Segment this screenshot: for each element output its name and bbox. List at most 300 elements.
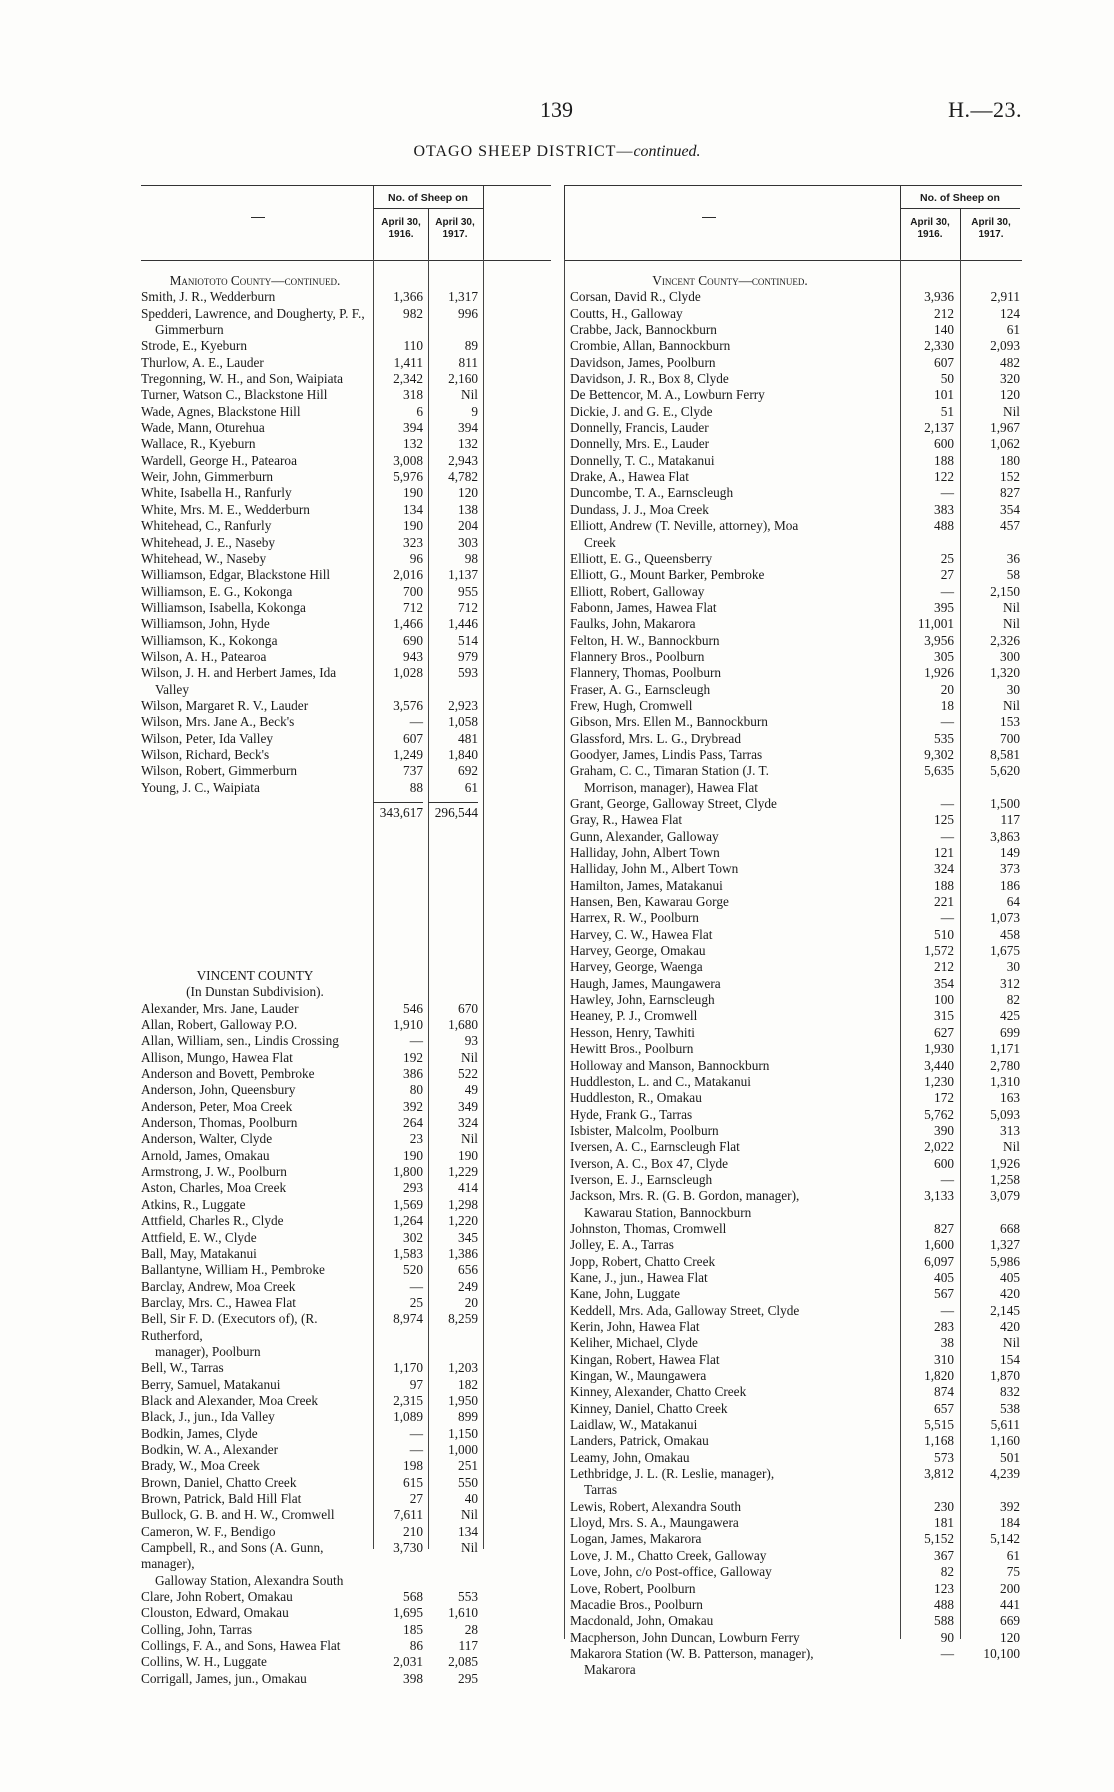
owner-name: [141, 1654, 369, 1670]
sheep-1917: 441: [1000, 1596, 1020, 1612]
table-row: [141, 1458, 551, 1474]
sheep-1917: 553: [458, 1589, 478, 1605]
owner-name-text: Attfield, E. W., Clyde: [141, 1229, 257, 1245]
table-row: [570, 861, 1022, 877]
owner-name-text: Gibson, Mrs. Ellen M., Bannockburn: [570, 714, 768, 730]
owner-name: [141, 1131, 369, 1147]
owner-name-text: Logan, James, Makarora: [570, 1531, 702, 1547]
sheep-1917: 1,058: [448, 714, 478, 730]
sheep-1917: 1,317: [448, 289, 478, 305]
sheep-1917: 132: [458, 436, 478, 452]
sheep-1916: 1,583: [393, 1245, 423, 1261]
owner-name: [141, 1671, 369, 1687]
owner-name-text: Ballantyne, William H., Pembroke: [141, 1262, 325, 1278]
sheep-1916: 185: [403, 1621, 423, 1637]
sheep-1916: 18: [940, 697, 954, 713]
sheep-1916: 3,936: [924, 289, 954, 305]
owner-name: [141, 731, 369, 747]
owner-name-text: Lethbridge, J. L. (R. Leslie, manager),: [570, 1466, 775, 1482]
table-row: [141, 1622, 551, 1638]
owner-name-text: Williamson, Edgar, Blackstone Hill: [141, 567, 331, 583]
table-row: [141, 1180, 551, 1196]
owner-name: [141, 1164, 369, 1180]
owner-name: [570, 1090, 890, 1106]
sheep-1917: 149: [1000, 845, 1020, 861]
owner-name: [570, 633, 890, 649]
owner-name-text: Donnelly, Mrs. E., Lauder: [570, 436, 710, 452]
sheep-1917: 514: [458, 632, 478, 648]
sheep-1916: 712: [403, 599, 423, 615]
sheep-1917: 9: [471, 403, 478, 419]
sheep-1917: 120: [458, 485, 478, 501]
table-row: [570, 1123, 1022, 1139]
table-row: [141, 1017, 551, 1033]
table-row: [141, 1671, 551, 1687]
sheep-1916: 1,411: [393, 354, 423, 370]
sheep-1916: 188: [934, 877, 954, 893]
sheep-1917: 593: [458, 665, 478, 681]
sheep-1916: 293: [403, 1180, 423, 1196]
sheep-1917: 1,610: [448, 1605, 478, 1621]
owner-name-text: Corsan, David R., Clyde: [570, 289, 701, 305]
owner-name-text: Harvey, C. W., Hawea Flat: [570, 926, 713, 942]
sheep-1916: 3,440: [924, 1057, 954, 1073]
table-row: [141, 1654, 551, 1670]
owner-name-text: Isbister, Malcolm, Poolburn: [570, 1122, 719, 1138]
owner-name: [570, 469, 890, 485]
owner-name: [141, 535, 369, 551]
owner-name-text: Keliher, Michael, Clyde: [570, 1335, 698, 1351]
sheep-1917: 405: [1000, 1269, 1020, 1285]
page-title-continued: continued.: [633, 143, 701, 160]
sheep-1916: 3,576: [393, 697, 423, 713]
owner-name: [141, 289, 369, 305]
owner-name-text: Lloyd, Mrs. S. A., Maungawera: [570, 1515, 739, 1531]
sheep-1917: 58: [1006, 567, 1020, 583]
owner-name: [570, 518, 890, 551]
sheep-1916: 121: [934, 845, 954, 861]
section-heading: [570, 273, 890, 289]
owner-name: [570, 1368, 890, 1384]
right-column-header: [564, 185, 1022, 261]
table-row: [141, 1475, 551, 1491]
owner-name-text: Wade, Agnes, Blackstone Hill: [141, 403, 301, 419]
owner-name-text: Iversen, A. C., Earnscleugh Flat: [570, 1139, 740, 1155]
table-row: [141, 387, 551, 403]
sheep-1917: 1,150: [448, 1425, 478, 1441]
owner-name: [570, 959, 890, 975]
table-row: [141, 633, 551, 649]
owner-name: [141, 1017, 369, 1033]
sheep-1916: —: [409, 714, 423, 730]
owner-name-text: Armstrong, J. W., Poolburn: [141, 1164, 287, 1180]
sheep-1916: 520: [403, 1262, 423, 1278]
table-row: [570, 551, 1022, 567]
sheep-1917: 1,171: [990, 1041, 1020, 1057]
owner-name-continuation: Morrison, manager), Hawea Flat: [584, 779, 758, 795]
sheep-1916: 5,762: [924, 1106, 954, 1122]
sheep-1917: 1,967: [990, 420, 1020, 436]
table-row: [141, 1638, 551, 1654]
sheep-1916: 101: [934, 387, 954, 403]
owner-name: [570, 763, 890, 796]
table-row: [570, 731, 1022, 747]
owner-name: [141, 1246, 369, 1262]
owner-name-text: Corrigall, James, jun., Omakau: [141, 1670, 307, 1686]
table-row: [141, 1033, 551, 1049]
owner-name-text: Heaney, P. J., Cromwell: [570, 1008, 698, 1024]
owner-name-text: Black, J., jun., Ida Valley: [141, 1409, 275, 1425]
sheep-1917: 501: [1000, 1449, 1020, 1465]
sheep-1917: 1,840: [448, 746, 478, 762]
year-1916-header: April 30, 1916.: [381, 217, 421, 240]
owner-name-text: Love, J. M., Chatto Creek, Galloway: [570, 1547, 767, 1563]
sheep-1916: 2,016: [393, 567, 423, 583]
owner-name-text: Donnelly, Francis, Lauder: [570, 420, 709, 436]
owner-name: [570, 698, 890, 714]
owner-name: [570, 306, 890, 322]
owner-name-text: Wilson, Margaret R. V., Lauder: [141, 697, 309, 713]
sheep-1916: 398: [403, 1670, 423, 1686]
table-row: [570, 1188, 1022, 1221]
sheep-1917: 182: [458, 1376, 478, 1392]
sheep-1916: —: [940, 583, 954, 599]
owner-name: [570, 1172, 890, 1188]
owner-name: [570, 829, 890, 845]
table-row: [141, 731, 551, 747]
owner-name-text: Elliott, Andrew (T. Neville, attorney), Moa: [570, 518, 799, 534]
owner-name: [570, 453, 890, 469]
sheep-1916: 132: [403, 436, 423, 452]
owner-name: [141, 1148, 369, 1164]
sheep-1917: 354: [1000, 501, 1020, 517]
owner-name-text: Frew, Hugh, Cromwell: [570, 697, 693, 713]
owner-name: [570, 1531, 890, 1547]
owner-name-text: Lewis, Robert, Alexandra South: [570, 1498, 741, 1514]
owner-name-text: Allan, William, sen., Lindis Crossing: [141, 1033, 339, 1049]
sheep-1916: —: [409, 1425, 423, 1441]
sheep-1916: 324: [934, 861, 954, 877]
table-row: [570, 1041, 1022, 1057]
sheep-1917: 30: [1006, 959, 1020, 975]
sheep-1916: 122: [934, 469, 954, 485]
owner-name-text: Black and Alexander, Moa Creek: [141, 1392, 319, 1408]
owner-name: [570, 1630, 890, 1646]
table-row: [141, 1001, 551, 1017]
table-row: [141, 616, 551, 632]
table-row: [570, 1499, 1022, 1515]
owner-name: [141, 1409, 369, 1425]
sheep-1917: 120: [1000, 1629, 1020, 1645]
page-title-main: OTAGO SHEEP DISTRICT—: [413, 143, 634, 160]
owner-name: [141, 1589, 369, 1605]
sheep-1916: 283: [934, 1319, 954, 1334]
sheep-1916: 5,515: [924, 1417, 954, 1433]
owner-name-text: Davidson, James, Poolburn: [570, 354, 716, 370]
table-row: [570, 1450, 1022, 1466]
sheep-1917: 75: [1006, 1564, 1020, 1580]
sheep-1917: 832: [1000, 1384, 1020, 1400]
table-row: [141, 306, 551, 339]
sheep-1916: 190: [403, 485, 423, 501]
owner-name-text: Grant, George, Galloway Street, Clyde: [570, 796, 777, 811]
owner-name: [570, 714, 890, 730]
owner-name-text: De Bettencor, M. A., Lowburn Ferry: [570, 387, 765, 403]
table-row: [141, 535, 551, 551]
table-row: [570, 894, 1022, 910]
sheep-1916: 568: [403, 1589, 423, 1605]
table-row: [141, 1524, 551, 1540]
sheep-1916: —: [940, 714, 954, 730]
sheep-1917: Nil: [461, 1540, 478, 1556]
sheep-1916: 38: [940, 1335, 954, 1351]
table-row: [570, 1270, 1022, 1286]
owner-name: [570, 1025, 890, 1041]
owner-name: [570, 1433, 890, 1449]
owner-name-text: Crombie, Allan, Bannockburn: [570, 338, 731, 354]
year-1917-header: April 30, 1917.: [435, 217, 475, 240]
sheep-1916: 318: [403, 387, 423, 403]
owner-name-text: Anderson and Bovett, Pembroke: [141, 1066, 315, 1082]
table-row: [570, 453, 1022, 469]
sheep-1917: Nil: [1003, 616, 1020, 632]
owner-name: [141, 1066, 369, 1082]
sheep-1916: 3,812: [924, 1466, 954, 1482]
owner-name-text: Turner, Watson C., Blackstone Hill: [141, 387, 328, 403]
sheep-1917: 692: [458, 763, 478, 779]
sheep-1916: 1,910: [393, 1017, 423, 1033]
sheep-1916: —: [409, 1278, 423, 1294]
owner-name: [570, 1156, 890, 1172]
sheep-1917: 1,310: [990, 1073, 1020, 1089]
table-row: [141, 1082, 551, 1098]
sheep-1916: —: [940, 1171, 954, 1187]
sheep-1917: 656: [458, 1262, 478, 1278]
owner-name-text: Makarora Station (W. B. Patterson, manager),: [570, 1645, 814, 1661]
table-row: [141, 1393, 551, 1409]
year-1916-header: April 30, 1916.: [910, 217, 950, 240]
sheep-1917: 200: [1000, 1580, 1020, 1596]
owner-name-text: Bullock, G. B. and H. W., Cromwell: [141, 1507, 335, 1523]
right-column: [564, 185, 1022, 1679]
sheep-1917: 10,100: [983, 1645, 1020, 1661]
owner-name-continuation: Gimmerburn: [155, 322, 224, 338]
left-entries: [141, 261, 551, 1687]
sheep-1917: 669: [1000, 1613, 1020, 1629]
sheep-1916: 690: [403, 632, 423, 648]
page-title: [0, 143, 1114, 161]
sheep-1916: —: [940, 1302, 954, 1318]
owner-name: [570, 355, 890, 371]
owner-name: [570, 910, 890, 926]
table-row: [141, 420, 551, 436]
sheep-1916: 125: [934, 812, 954, 828]
table-row: [570, 943, 1022, 959]
sheep-1917: 712: [458, 599, 478, 615]
sheep-1917: 295: [458, 1670, 478, 1686]
table-row: [141, 780, 551, 796]
owner-name-text: Felton, H. W., Bannockburn: [570, 632, 720, 648]
owner-name-text: Harvey, George, Omakau: [570, 943, 706, 959]
owner-name: [141, 1033, 369, 1049]
table-row: [570, 1368, 1022, 1384]
table-row: [141, 453, 551, 469]
owner-name: [141, 698, 369, 714]
owner-name-text: Bell, W., Tarras: [141, 1360, 224, 1376]
owner-name: [570, 1597, 890, 1613]
table-row: [570, 1433, 1022, 1449]
owner-name-text: Colling, John, Tarras: [141, 1621, 253, 1637]
owner-name: [570, 1335, 890, 1351]
owner-name: [141, 1001, 369, 1017]
sheep-1917: 1,680: [448, 1017, 478, 1033]
owner-name-text: Smith, J. R., Wedderburn: [141, 289, 276, 305]
owner-name: [570, 616, 890, 632]
sheep-1916: 323: [403, 534, 423, 550]
sheep-1917: 5,093: [990, 1106, 1020, 1122]
owner-name-text: Alexander, Mrs. Jane, Lauder: [141, 1000, 299, 1016]
owner-name: [570, 1074, 890, 1090]
sheep-1917: Nil: [461, 1507, 478, 1523]
owner-name: [570, 927, 890, 943]
sheep-1917: 89: [464, 338, 478, 354]
owner-name: [141, 420, 369, 436]
owner-name: [141, 1475, 369, 1491]
owner-name-text: Graham, C. C., Timaran Station (J. T.: [570, 763, 769, 779]
sheep-1917: 996: [458, 305, 478, 321]
owner-name-text: Dickie, J. and G. E., Clyde: [570, 403, 713, 419]
sheep-1917: 82: [1006, 992, 1020, 1008]
section-heading-text: VINCENT COUNTY: [196, 968, 314, 983]
owner-name-text: Kingan, Robert, Hawea Flat: [570, 1351, 720, 1367]
table-row: [570, 1172, 1022, 1188]
sheep-1917: 303: [458, 534, 478, 550]
no-of-sheep-header: No. of Sheep on: [920, 192, 1000, 204]
owner-name: [141, 1393, 369, 1409]
sheep-1917: 827: [1000, 485, 1020, 501]
owner-name: [570, 1613, 890, 1629]
sheep-1917: 124: [1000, 305, 1020, 321]
sheep-1917: 522: [458, 1066, 478, 1082]
table-row: [141, 584, 551, 600]
sheep-1917: 420: [1000, 1319, 1020, 1334]
table-row: [141, 1589, 551, 1605]
owner-name: [570, 1466, 890, 1499]
sheep-1916: 25: [940, 550, 954, 566]
owner-name-text: Halliday, John, Albert Town: [570, 845, 720, 861]
sheep-1916: 567: [934, 1286, 954, 1302]
table-row: [141, 485, 551, 501]
left-column: [141, 185, 551, 1687]
owner-name-text: Crabbe, Jack, Bannockburn: [570, 322, 717, 338]
owner-name-text: Halliday, John M., Albert Town: [570, 861, 739, 877]
table-row: [570, 878, 1022, 894]
table-row: [141, 1409, 551, 1425]
owner-name-text: Spedderi, Lawrence, and Dougherty, P. F.,: [141, 305, 365, 321]
sheep-1917: 414: [458, 1180, 478, 1196]
sheep-1916: 198: [403, 1458, 423, 1474]
owner-name: [570, 1270, 890, 1286]
sheep-1917: 1,320: [990, 665, 1020, 681]
table-row: [570, 1139, 1022, 1155]
owner-name-text: Wilson, Richard, Beck's: [141, 746, 270, 762]
table-row: [141, 289, 551, 305]
table-row: [141, 1148, 551, 1164]
table-row: [570, 436, 1022, 452]
sheep-1917: 668: [1000, 1220, 1020, 1236]
owner-name-text: Hyde, Frank G., Tarras: [570, 1106, 693, 1122]
table-row: [570, 387, 1022, 403]
table-row: [570, 714, 1022, 730]
table-row: [570, 1058, 1022, 1074]
owner-name-text: Campbell, R., and Sons (A. Gunn, manager),: [141, 1540, 324, 1572]
owner-name: [570, 992, 890, 1008]
owner-name: [570, 1515, 890, 1531]
owner-name: [570, 1286, 890, 1302]
table-row: [570, 1646, 1022, 1679]
sheep-1916: 20: [940, 681, 954, 697]
sheep-1917: 5,620: [990, 763, 1020, 779]
owner-name: [141, 649, 369, 665]
owner-name: [570, 861, 890, 877]
owner-name-text: Davidson, J. R., Box 8, Clyde: [570, 371, 729, 387]
sheep-1917: 138: [458, 501, 478, 517]
sheep-1916: 3,730: [393, 1540, 423, 1556]
table-row: [570, 665, 1022, 681]
sheep-1916: 82: [940, 1564, 954, 1580]
owner-name: [141, 469, 369, 485]
table-row: [141, 1115, 551, 1131]
table-row: [570, 1286, 1022, 1302]
table-row: [570, 404, 1022, 420]
sheep-1917: 373: [1000, 861, 1020, 877]
owner-name-text: Haugh, James, Maungawera: [570, 975, 721, 991]
table-row: [141, 649, 551, 665]
table-row: [570, 796, 1022, 812]
sheep-1916: 392: [403, 1098, 423, 1114]
sheep-1916: 395: [934, 599, 954, 615]
owner-name-text: Gunn, Alexander, Galloway: [570, 828, 719, 844]
table-row: [570, 469, 1022, 485]
owner-name-continuation: Galloway Station, Alexandra South: [155, 1572, 344, 1588]
sheep-1917: 93: [464, 1033, 478, 1049]
table-row: [141, 355, 551, 371]
table-row: [570, 1254, 1022, 1270]
sheep-1917: 204: [458, 518, 478, 534]
table-row: [141, 1246, 551, 1262]
sheep-1917: 1,327: [990, 1237, 1020, 1253]
sheep-1916: 23: [409, 1131, 423, 1147]
sheep-1917: 2,923: [448, 697, 478, 713]
owner-name: [570, 665, 890, 681]
owner-name: [141, 1458, 369, 1474]
table-row: [141, 1197, 551, 1213]
sheep-1916: 367: [934, 1547, 954, 1563]
table-row: [570, 1156, 1022, 1172]
owner-name-text: Wilson, Peter, Ida Valley: [141, 730, 273, 746]
sheep-1917: 61: [1006, 1547, 1020, 1563]
owner-name-text: Williamson, Isabella, Kokonga: [141, 599, 306, 615]
owner-name-text: Whitehead, C., Ranfurly: [141, 518, 272, 534]
owner-name-text: Williamson, John, Hyde: [141, 616, 270, 632]
owner-name: [141, 1638, 369, 1654]
sheep-1917: 2,145: [990, 1302, 1020, 1318]
owner-name-text: Fabonn, James, Hawea Flat: [570, 599, 717, 615]
owner-name: [141, 518, 369, 534]
owner-name-text: Elliott, G., Mount Barker, Pembroke: [570, 567, 765, 583]
owner-name: [141, 1491, 369, 1507]
sheep-1916: 7,611: [393, 1507, 423, 1523]
